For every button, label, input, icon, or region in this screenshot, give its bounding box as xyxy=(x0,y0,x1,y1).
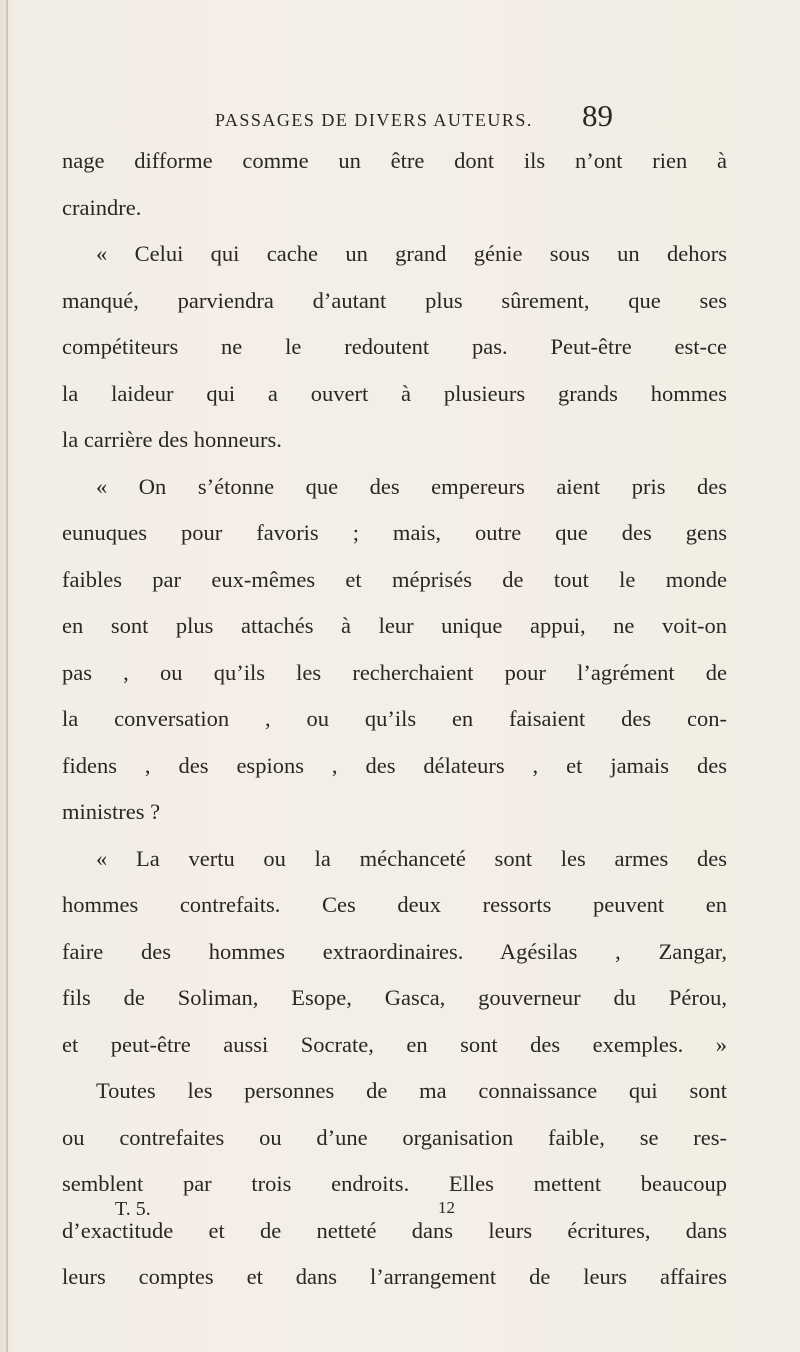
text-line: faibles par eux-mêmes et méprisés de tout le monde xyxy=(62,566,727,592)
text-line: Toutes les personnes de ma connaissance qui sont xyxy=(96,1078,727,1103)
text-line: nage difforme comme un être dont ils n’ont rien à xyxy=(62,148,727,173)
body-text xyxy=(62,138,727,1301)
sheet-number: 12 xyxy=(438,1198,455,1217)
text-line: eunuques pour favoris ; mais, outre que des gens xyxy=(62,520,727,545)
text-line: manqué, parviendra d’autant plus sûrement, que ses xyxy=(62,287,727,313)
text-line: la laideur qui a ouvert à plusieurs grands hommes xyxy=(62,380,727,406)
text-line: « Celui qui cache un grand génie sous un dehors xyxy=(96,241,727,266)
text-line: et peut-être aussi Socrate, en sont des exemples. » xyxy=(62,1031,727,1057)
text-line: craindre. xyxy=(62,194,142,220)
text-line: « On s’étonne que des empereurs aient pris des xyxy=(96,473,727,499)
text-line: compétiteurs ne le redoutent pas. Peut-être est-ce xyxy=(62,334,727,359)
text-line: fidens , des espions , des délateurs , et jamais des xyxy=(62,752,727,778)
text-line: semblent par trois endroits. Elles mettent beaucoup xyxy=(62,1171,727,1196)
text-line: en sont plus attachés à leur unique appui, ne voit-on xyxy=(62,613,727,638)
text-line: hommes contrefaits. Ces deux ressorts peuvent en xyxy=(62,892,727,917)
text-line: la carrière des honneurs. xyxy=(62,427,282,452)
binding-gutter xyxy=(6,0,8,1352)
text-line: ministres ? xyxy=(62,799,161,824)
text-line: pas , ou qu’ils les recherchaient pour l’agrément de xyxy=(62,659,727,685)
text-line: ou contrefaites ou d’une organisation faible, se res- xyxy=(62,1124,727,1150)
text-line: faire des hommes extraordinaires. Agésilas , Zangar, xyxy=(62,938,727,964)
text-line: fils de Soliman, Esope, Gasca, gouverneur du Pérou, xyxy=(62,985,727,1010)
text-line: la conversation , ou qu’ils en faisaient des con- xyxy=(62,706,727,731)
running-title: PASSAGES DE DIVERS AUTEURS. xyxy=(215,110,533,130)
signature-mark: T. 5. xyxy=(115,1198,151,1220)
text-line: d’exactitude et de netteté dans leurs écritures, dans xyxy=(62,1217,727,1243)
page-number: 89 xyxy=(582,98,613,133)
text-line: « La vertu ou la méchanceté sont les armes des xyxy=(96,845,727,871)
text-line: leurs comptes et dans l’arrangement de leurs affaires xyxy=(62,1264,727,1289)
